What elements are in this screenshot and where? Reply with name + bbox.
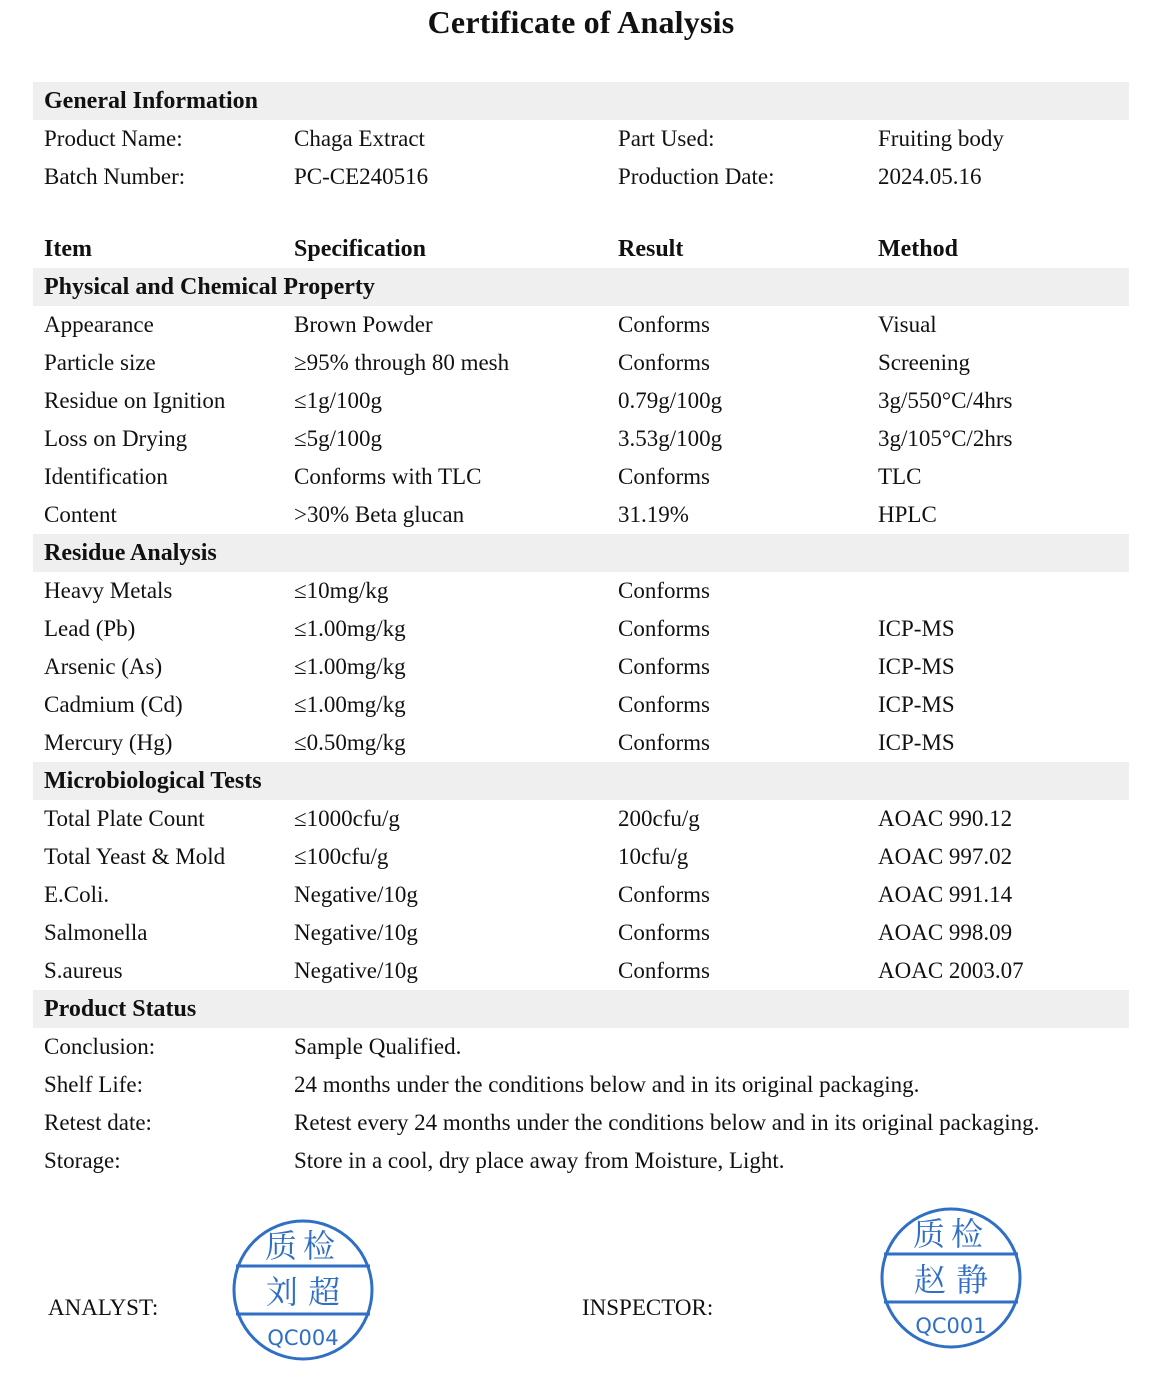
analyst-seal — [228, 1215, 378, 1365]
spacer — [33, 196, 1129, 230]
cell-specification: >30% Beta glucan — [294, 502, 465, 527]
cell-item: Appearance — [44, 312, 154, 337]
status-label: Conclusion: — [44, 1034, 156, 1059]
label-product-name: Product Name: — [44, 126, 183, 151]
inspector-seal — [876, 1203, 1026, 1353]
section-residue-heading: Residue Analysis — [33, 534, 1129, 572]
status-value: Retest every 24 months under the conditions below and in its original packaging. — [294, 1110, 1040, 1135]
value-batch-number: PC-CE240516 — [294, 164, 429, 189]
cell-item: Content — [44, 502, 117, 527]
table-row — [33, 914, 1129, 952]
cell-result: Conforms — [618, 312, 710, 337]
general-row — [33, 158, 1129, 196]
seal-name-text: 刘 超 — [265, 1273, 341, 1311]
section-general-heading: General Information — [33, 82, 1129, 120]
cell-specification: ≤5g/100g — [294, 426, 383, 451]
status-label: Retest date: — [44, 1110, 152, 1135]
cell-method: Screening — [878, 350, 970, 375]
status-row — [33, 1028, 1129, 1066]
section-micro-heading: Microbiological Tests — [33, 762, 1129, 800]
cell-item: Residue on Ignition — [44, 388, 226, 413]
label-part-used: Part Used: — [618, 126, 715, 151]
cell-item: Loss on Drying — [44, 426, 188, 451]
cell-specification: ≤1.00mg/kg — [294, 616, 406, 641]
cell-result: Conforms — [618, 578, 710, 603]
cell-result: Conforms — [618, 692, 710, 717]
status-row — [33, 1142, 1129, 1180]
cell-item: Particle size — [44, 350, 156, 375]
seal-code-text: QC004 — [267, 1326, 339, 1350]
cell-specification: Negative/10g — [294, 958, 418, 983]
header-result: Result — [618, 236, 684, 262]
value-production-date: 2024.05.16 — [878, 164, 982, 189]
cell-method: AOAC 2003.07 — [878, 958, 1024, 983]
cell-method: ICP-MS — [878, 730, 955, 755]
cell-specification: ≤1.00mg/kg — [294, 654, 406, 679]
cell-specification: ≤10mg/kg — [294, 578, 389, 603]
table-row — [33, 952, 1129, 990]
cell-specification: ≥95% through 80 mesh — [294, 350, 510, 375]
cell-specification: ≤1.00mg/kg — [294, 692, 406, 717]
cell-specification: Conforms with TLC — [294, 464, 482, 489]
cell-item: Mercury (Hg) — [44, 730, 173, 755]
seal-code-text: QC001 — [915, 1314, 987, 1338]
table-row — [33, 496, 1129, 534]
status-value: Sample Qualified. — [294, 1034, 462, 1059]
table-row — [33, 838, 1129, 876]
cell-item: Total Yeast & Mold — [44, 844, 226, 869]
section-physical-heading: Physical and Chemical Property — [33, 268, 1129, 306]
table-row — [33, 876, 1129, 914]
cell-result: Conforms — [618, 464, 710, 489]
cell-method: ICP-MS — [878, 654, 955, 679]
cell-method: ICP-MS — [878, 692, 955, 717]
seal-top-text: 质检 — [912, 1215, 990, 1253]
cell-item: S.aureus — [44, 958, 123, 983]
seal-top-text: 质检 — [264, 1227, 342, 1265]
cell-result: 31.19% — [618, 502, 689, 527]
cell-specification: ≤0.50mg/kg — [294, 730, 406, 755]
label-production-date: Production Date: — [618, 164, 775, 189]
table-row — [33, 724, 1129, 762]
cell-specification: Brown Powder — [294, 312, 433, 337]
table-row — [33, 648, 1129, 686]
value-product-name: Chaga Extract — [294, 126, 425, 151]
seal-name-text: 赵 静 — [913, 1261, 989, 1299]
cell-specification: Negative/10g — [294, 882, 418, 907]
cell-method: AOAC 998.09 — [878, 920, 1013, 945]
status-label: Storage: — [44, 1148, 121, 1173]
cell-result: Conforms — [618, 958, 710, 983]
cell-item: Total Plate Count — [44, 806, 205, 831]
cell-item: Identification — [44, 464, 168, 489]
cell-result: Conforms — [618, 654, 710, 679]
cell-item: Salmonella — [44, 920, 148, 945]
cell-result: Conforms — [618, 616, 710, 641]
inspector-label: INSPECTOR: — [582, 1295, 714, 1320]
table-row — [33, 458, 1129, 496]
table-header — [33, 230, 1129, 268]
table-row — [33, 344, 1129, 382]
section-status-heading: Product Status — [33, 990, 1129, 1028]
status-value: Store in a cool, dry place away from Moisture, Light. — [294, 1148, 785, 1173]
status-value: 24 months under the conditions below and in its original packaging. — [294, 1072, 920, 1097]
cell-result: Conforms — [618, 730, 710, 755]
value-part-used: Fruiting body — [878, 126, 1004, 151]
table-row — [33, 686, 1129, 724]
status-row — [33, 1066, 1129, 1104]
cell-item: E.Coli. — [44, 882, 110, 907]
cell-result: 0.79g/100g — [618, 388, 723, 413]
signature-area — [0, 1195, 1154, 1375]
cell-method: AOAC 990.12 — [878, 806, 1013, 831]
cell-specification: ≤1g/100g — [294, 388, 383, 413]
cell-method: HPLC — [878, 502, 937, 527]
table-row — [33, 800, 1129, 838]
cell-result: Conforms — [618, 882, 710, 907]
general-row — [33, 120, 1129, 158]
status-label: Shelf Life: — [44, 1072, 143, 1097]
cell-item: Cadmium (Cd) — [44, 692, 183, 717]
cell-specification: ≤1000cfu/g — [294, 806, 400, 831]
table-row — [33, 306, 1129, 344]
cell-item: Heavy Metals — [44, 578, 173, 603]
table-row — [33, 572, 1129, 610]
coa-sheet — [33, 82, 1129, 1180]
status-row — [33, 1104, 1129, 1142]
cell-item: Arsenic (As) — [44, 654, 163, 679]
document-title: Certificate of Analysis — [427, 4, 735, 40]
table-row — [33, 382, 1129, 420]
cell-item: Lead (Pb) — [44, 616, 136, 641]
cell-method: AOAC 991.14 — [878, 882, 1013, 907]
cell-specification: Negative/10g — [294, 920, 418, 945]
cell-method: Visual — [878, 312, 937, 337]
cell-result: Conforms — [618, 920, 710, 945]
table-row — [33, 420, 1129, 458]
cell-method: 3g/550°C/4hrs — [878, 388, 1013, 413]
cell-method: 3g/105°C/2hrs — [878, 426, 1013, 451]
cell-specification: ≤100cfu/g — [294, 844, 389, 869]
analyst-label: ANALYST: — [48, 1295, 159, 1320]
header-item: Item — [44, 236, 92, 262]
cell-result: 200cfu/g — [618, 806, 700, 831]
cell-method: ICP-MS — [878, 616, 955, 641]
table-row — [33, 610, 1129, 648]
label-batch-number: Batch Number: — [44, 164, 186, 189]
cell-result: 10cfu/g — [618, 844, 689, 869]
cell-result: 3.53g/100g — [618, 426, 723, 451]
cell-method: TLC — [878, 464, 922, 489]
cell-result: Conforms — [618, 350, 710, 375]
header-specification: Specification — [294, 236, 426, 262]
cell-method: AOAC 997.02 — [878, 844, 1013, 869]
header-method: Method — [878, 236, 958, 262]
